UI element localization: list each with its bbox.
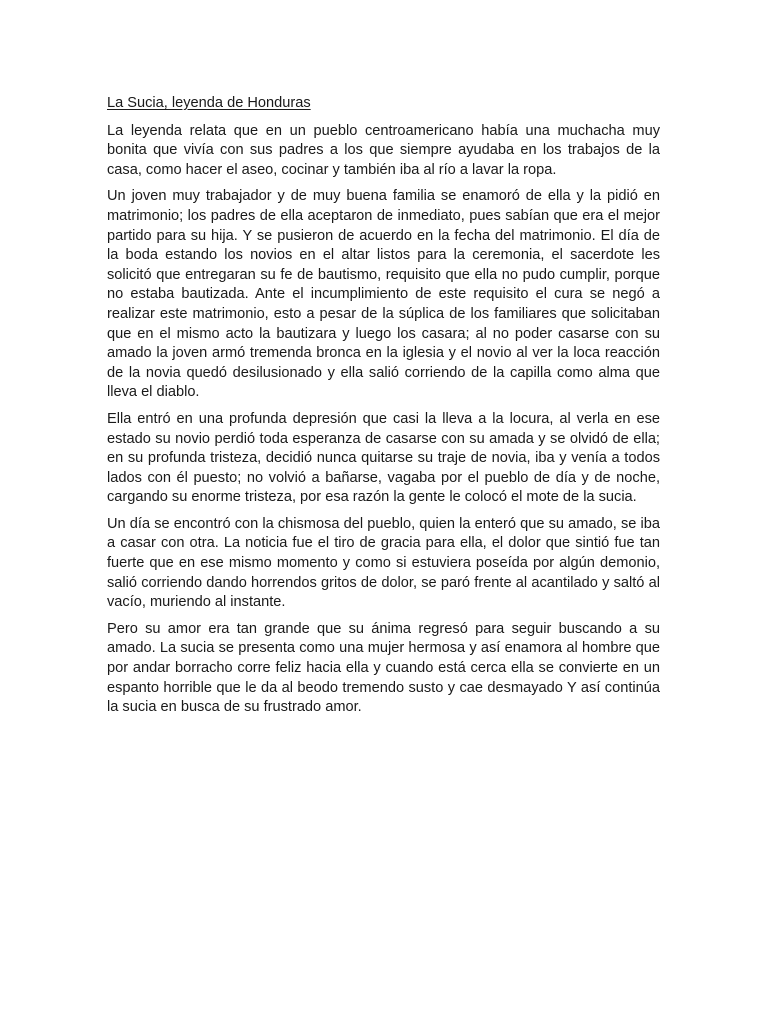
paragraph-depression: Ella entró en una profunda depresión que casi la lleva a la locura, al verla en ese estado su novio perdió toda esperanza de casarse con su amada y se olvidó de ella; en su profunda tristeza, decidió nunca quitarse su traje de novia, iba y venía a todos lados con él puesto; no volvió a bañarse, vagaba por el pueblo de día y de noche, cargando su enorme tristeza, por esa razón la gente le colocó el mote de la sucia. xyxy=(107,410,660,506)
paragraph-wedding: Un joven muy trabajador y de muy buena familia se enamoró de ella y la pidió en matrimonio; los padres de ella aceptaron de inmediato, pues sabían que era el mejor partido para su hija. Y se pusieron de acuerdo en la fecha del matrimonio. El día de la boda estando los novios en el altar listos para la ceremonia, el sacerdote les solicitó que entregaran su fe de bautismo, requisito que ella no pudo cumplir, porque no estaba bautizada. Ante el incumplimiento de este requisito el cura se negó a realizar este matrimonio, esto a pesar de la súplica de los familiares que solicitaban que en el mismo acto la bautizara y luego los casara; al no poder casarse con su amado la joven armó tremenda bronca en la iglesia y el novio al ver la loca reacción de la novia quedó desilusionado y ella salió corriendo de la capilla como alma que lleva el diablo. xyxy=(107,188,660,401)
paragraph-ghost: Pero su amor era tan grande que su ánima regresó para seguir buscando a su amado. La sucia se presenta como una mujer hermosa y así enamora al hombre que por andar borracho corre feliz hacia ella y cuando está cerca ella se convierte en un espanto horrible que le da al beodo tremendo susto y cae desmayado Y así continúa la sucia en busca de su frustrado amor. xyxy=(107,620,660,716)
document-title: La Sucia, leyenda de Honduras xyxy=(107,95,311,111)
paragraph-intro: La leyenda relata que en un pueblo centroamericano había una muchacha muy bonita que vivía con sus padres a los que siempre ayudaba en los trabajos de la casa, como hacer el aseo, cocinar y también iba al río a lavar la ropa. xyxy=(107,122,660,178)
paragraph-death: Un día se encontró con la chismosa del pueblo, quien la enteró que su amado, se iba a casar con otra. La noticia fue el tiro de gracia para ella, el dolor que sintió fue tan fuerte que en ese mismo momento y como si estuviera poseída por algún demonio, salió corriendo dando horrendos gritos de dolor, se paró frente al acantilado y saltó al vacío, muriendo al instante. xyxy=(107,515,660,611)
